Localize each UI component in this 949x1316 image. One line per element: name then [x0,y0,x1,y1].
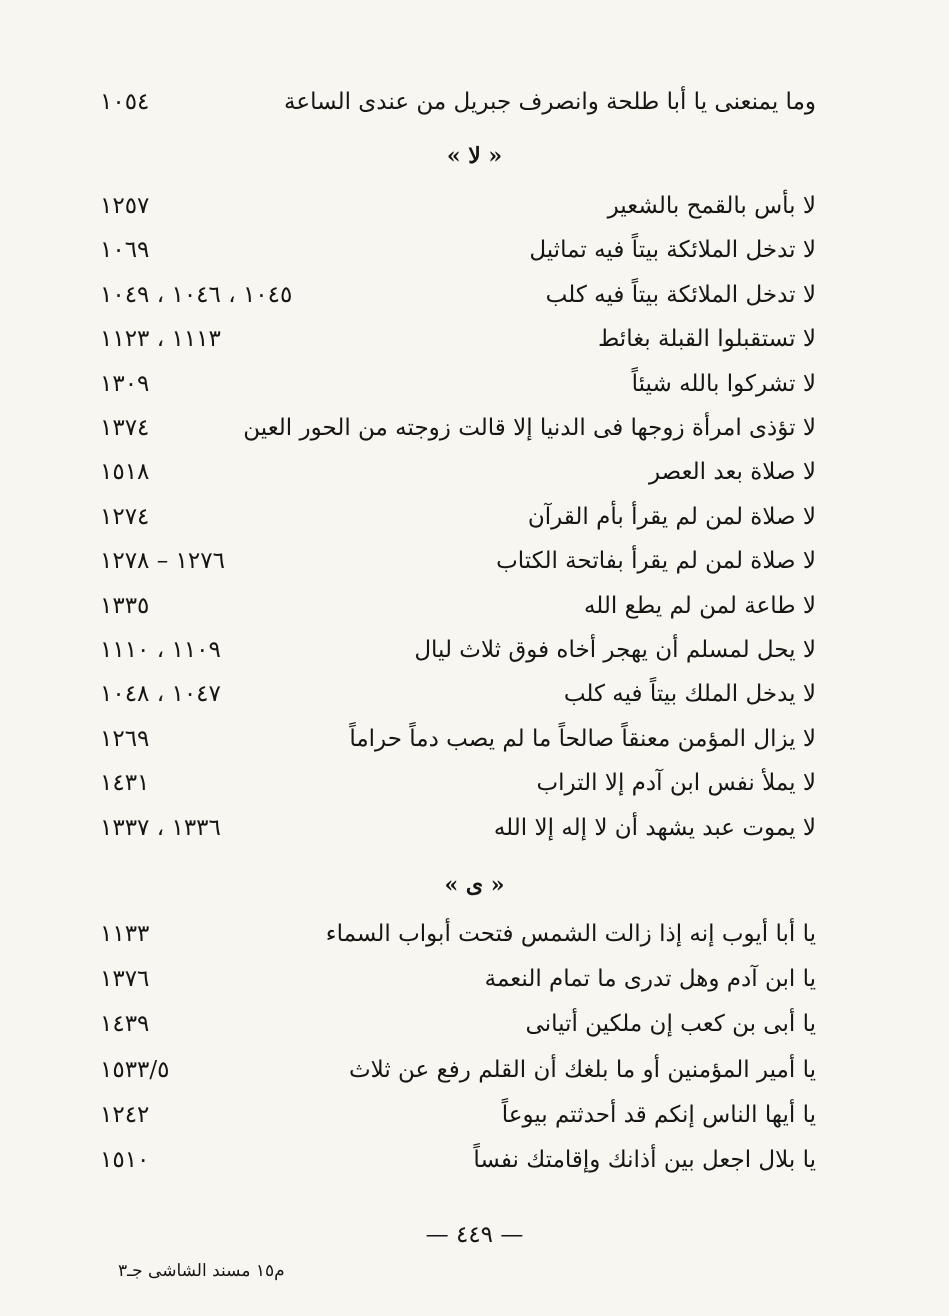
entry-reference: ١٢٥٧ [100,193,150,219]
index-entry [100,364,816,404]
entry-text: يا أبا أيوب إنه إذا زالت الشمس فتحت أبواب السماء [325,921,816,947]
entry-text: لا يملأ نفس ابن آدم إلا التراب [536,770,816,797]
entry-reference: ١٠٤٥ ، ١٠٤٦ ، ١٠٤٩ [100,281,293,308]
index-entry [100,186,816,226]
entry-text: لا صلاة لمن لم يقرأ بفاتحة الكتاب [496,548,816,575]
index-entry [100,719,816,759]
entry-reference: ١٢٦٩ [100,725,150,752]
entry-text: لا تدخل الملائكة بيتاً فيه تماثيل [529,237,816,264]
index-entry [100,408,816,448]
index-entry [100,808,816,848]
entry-text: يا أبى بن كعب إن ملكين أتيانى [525,1011,816,1038]
entry-text: لا طاعة لمن لم يطع الله [583,592,816,619]
entry-reference: ١٤٣٩ [100,1011,150,1038]
entry-text: لا بأس بالقمح بالشعير [607,193,816,219]
entry-text: يا أمير المؤمنين أو ما بلغك أن القلم رفع عن ثلاث [348,1056,816,1083]
entry-text: لا تشركوا بالله شيئاً [631,370,816,397]
footer-signature: م١٥ مسند الشاشى جـ٣ [118,1261,285,1281]
entry-text: وما يمنعنى يا أبا طلحة وانصرف جبريل من عندى الساعة [284,89,816,115]
entry-text: يا ابن آدم وهل تدرى ما تمام النعمة [484,966,816,993]
section-heading-la: « لا » [446,143,503,169]
entry-reference: ١٠٦٩ [100,237,150,264]
index-entry [100,1140,816,1180]
entry-text: لا صلاة بعد العصر [648,459,816,486]
entry-text: يا أيها الناس إنكم قد أحدثتم بيوعاً [501,1101,816,1128]
entry-reference: ١٣٣٥ [100,592,150,619]
index-entry [100,541,816,581]
index-entry [100,1004,816,1044]
index-entry [100,674,816,714]
entry-reference: ١١٠٩ ، ١١١٠ [100,637,221,663]
index-entry [100,586,816,626]
index-entry [100,1095,816,1135]
entry-text: لا تؤذى امرأة زوجها فى الدنيا إلا قالت زوجته من الحور العين [243,415,816,441]
entry-text: لا يحل لمسلم أن يهجر أخاه فوق ثلاث ليال [414,637,816,663]
entry-reference: ١٢٧٤ [100,503,150,530]
entry-reference: ١٣٣٦ ، ١٣٣٧ [100,814,221,841]
entry-text: لا تستقبلوا القبلة بغائط [597,326,816,353]
index-entry [100,497,816,537]
entry-reference: ١٥١٨ [100,459,150,486]
entry-reference: ١٥١٠ [100,1147,150,1173]
entry-reference: ١٠٤٧ ، ١٠٤٨ [100,681,221,708]
entry-reference: ١٣٧٦ [100,966,150,993]
index-entry [100,914,816,954]
entry-reference: ١٢٧٦ – ١٢٧٨ [100,548,225,575]
entry-text: لا يدخل الملك بيتاً فيه كلب [563,681,816,708]
entry-text: لا تدخل الملائكة بيتاً فيه كلب [545,281,816,308]
entry-text: لا صلاة لمن لم يقرأ بأم القرآن [527,503,816,530]
index-entry [100,319,816,359]
entry-reference: ١١٣٣ [100,921,150,947]
entry-reference: ١٥٣٣/٥ [100,1056,170,1083]
index-entry [100,1050,816,1090]
entry-reference: ١٢٤٢ [100,1101,150,1128]
entry-text: لا يزال المؤمن معنقاً صالحاً ما لم يصب دماً حراماً [349,725,816,752]
section-heading-ya: « ى » [444,872,505,898]
page-number: — ٤٤٩ — [425,1222,524,1248]
index-entry [100,230,816,270]
entry-reference: ١١١٣ ، ١١٢٣ [100,326,221,353]
index-entry [100,630,816,670]
entry-text: لا يموت عبد يشهد أن لا إله إلا الله [493,814,816,841]
index-entry [100,82,816,122]
index-entry [100,959,816,999]
entry-reference: ١٤٣١ [100,770,150,797]
entry-reference: ١٣٧٤ [100,415,150,441]
index-entry [100,275,816,315]
index-entry [100,452,816,492]
entry-text: يا بلال اجعل بين أذانك وإقامتك نفساً [473,1147,816,1173]
entry-reference: ١٣٠٩ [100,370,150,397]
entry-reference: ١٠٥٤ [100,89,150,115]
index-entry [100,763,816,803]
